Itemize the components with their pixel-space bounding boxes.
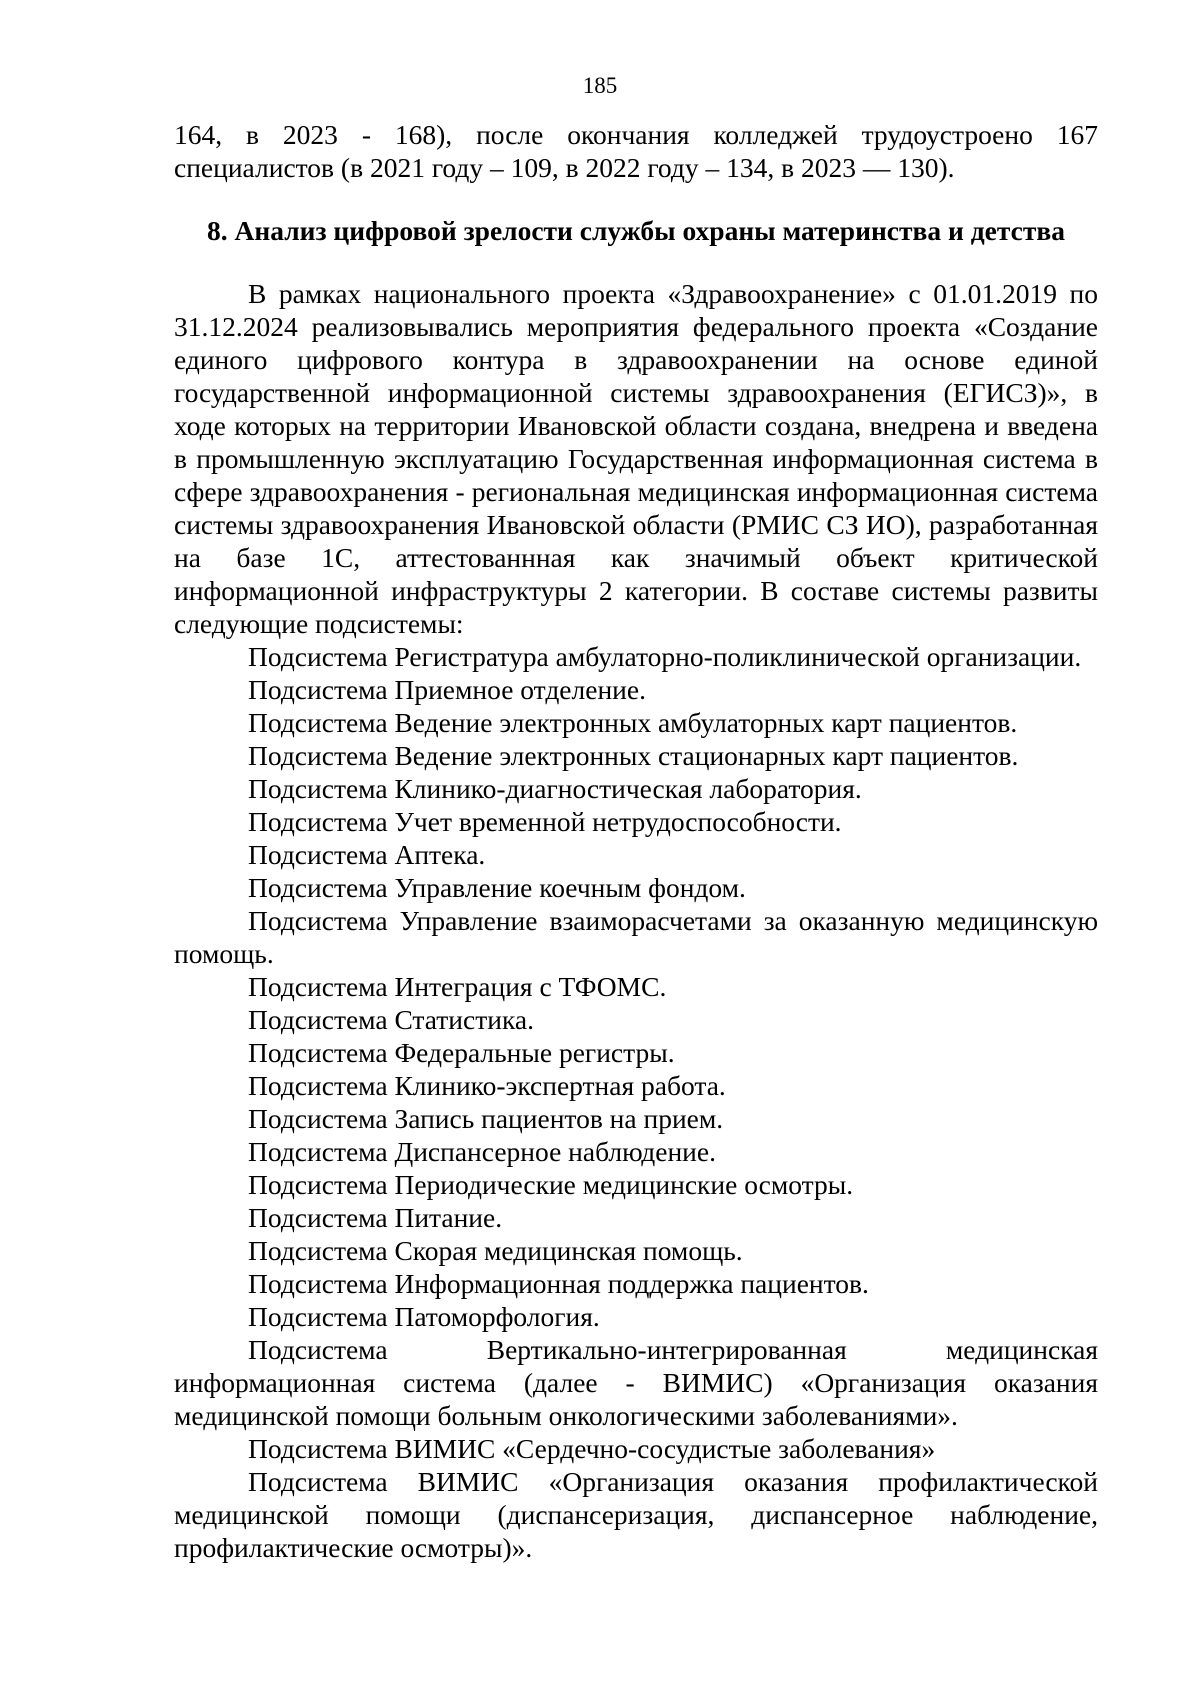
subsystem-item: Подсистема Ведение электронных амбулаторных карт пациентов. <box>248 707 1018 738</box>
subsystem-item: Подсистема ВИМИС «Сердечно-сосудистые заболевания» <box>248 1433 936 1464</box>
subsystem-item: Подсистема Аптека. <box>248 839 486 870</box>
subsystem-item: Подсистема ВИМИС «Организация оказания профилактической медицинской помощи (диспансеризация, диспансерное наблюдение, профилактические осмотры)». <box>174 1466 1098 1563</box>
subsystem-item: Подсистема Информационная поддержка пациентов. <box>248 1268 869 1299</box>
subsystem-item: Подсистема Интеграция с ТФОМС. <box>248 971 667 1002</box>
subsystem-item: Подсистема Запись пациентов на прием. <box>248 1103 724 1134</box>
subsystem-item: Подсистема Клинико-экспертная работа. <box>248 1070 726 1101</box>
subsystem-item: Подсистема Приемное отделение. <box>248 674 646 705</box>
main-paragraph: В рамках национального проекта «Здравоохранение» с 01.01.2019 по 31.12.2024 реализовывались мероприятия федерального проекта «Создание единого цифрового контура в здравоохранении на основе единой государственной информационной системы здравоохранения (ЕГИСЗ)», в ходе которых на территории Ивановской области создана, внедрена и введена в промышленную эксплуатацию Государственная информационная система в сфере здравоохранения - региональная медицинская информационная система системы здравоохранения Ивановской области (РМИС СЗ ИО), разработанная на базе 1С, аттестованнная как значимый объект критической информационной инфраструктуры 2 категории. В составе системы развиты следующие подсистемы: <box>174 278 1098 639</box>
subsystem-item: Подсистема Регистратура амбулаторно-поликлинической организации. <box>248 641 1082 672</box>
subsystem-item: Подсистема Управление взаиморасчетами за оказанную медицинскую помощь. <box>174 905 1098 969</box>
subsystem-item: Подсистема Ведение электронных стационарных карт пациентов. <box>248 740 1019 771</box>
subsystem-list <box>174 640 1098 1564</box>
subsystem-item: Подсистема Управление коечным фондом. <box>248 872 746 903</box>
subsystem-item: Подсистема Патоморфология. <box>248 1301 600 1332</box>
subsystem-item: Подсистема Скорая медицинская помощь. <box>248 1235 743 1266</box>
subsystem-item: Подсистема Периодические медицинские осмотры. <box>248 1169 854 1200</box>
subsystem-item: Подсистема Диспансерное наблюдение. <box>248 1136 716 1167</box>
subsystem-item: Подсистема Статистика. <box>248 1004 534 1035</box>
subsystem-item: Подсистема Учет временной нетрудоспособности. <box>248 806 842 837</box>
subsystem-item: Подсистема Федеральные регистры. <box>248 1037 675 1068</box>
subsystem-item: Подсистема Вертикально-интегрированная медицинская информационная система (далее - ВИМИС) «Организация оказания медицинской помощи больным онкологическими заболеваниями». <box>174 1334 1098 1431</box>
subsystem-item: Подсистема Клинико-диагностическая лаборатория. <box>248 773 862 804</box>
section-heading: 8. Анализ цифровой зрелости службы охраны материнства и детства <box>207 215 1065 246</box>
intro-paragraph: 164, в 2023 - 168), после окончания колледжей трудоустроено 167 специалистов (в 2021 году – 109, в 2022 году – 134, в 2023 — 130). <box>174 119 1098 183</box>
page-content <box>174 118 1098 1564</box>
page-number: 185 <box>582 73 618 98</box>
subsystem-item: Подсистема Питание. <box>248 1202 503 1233</box>
